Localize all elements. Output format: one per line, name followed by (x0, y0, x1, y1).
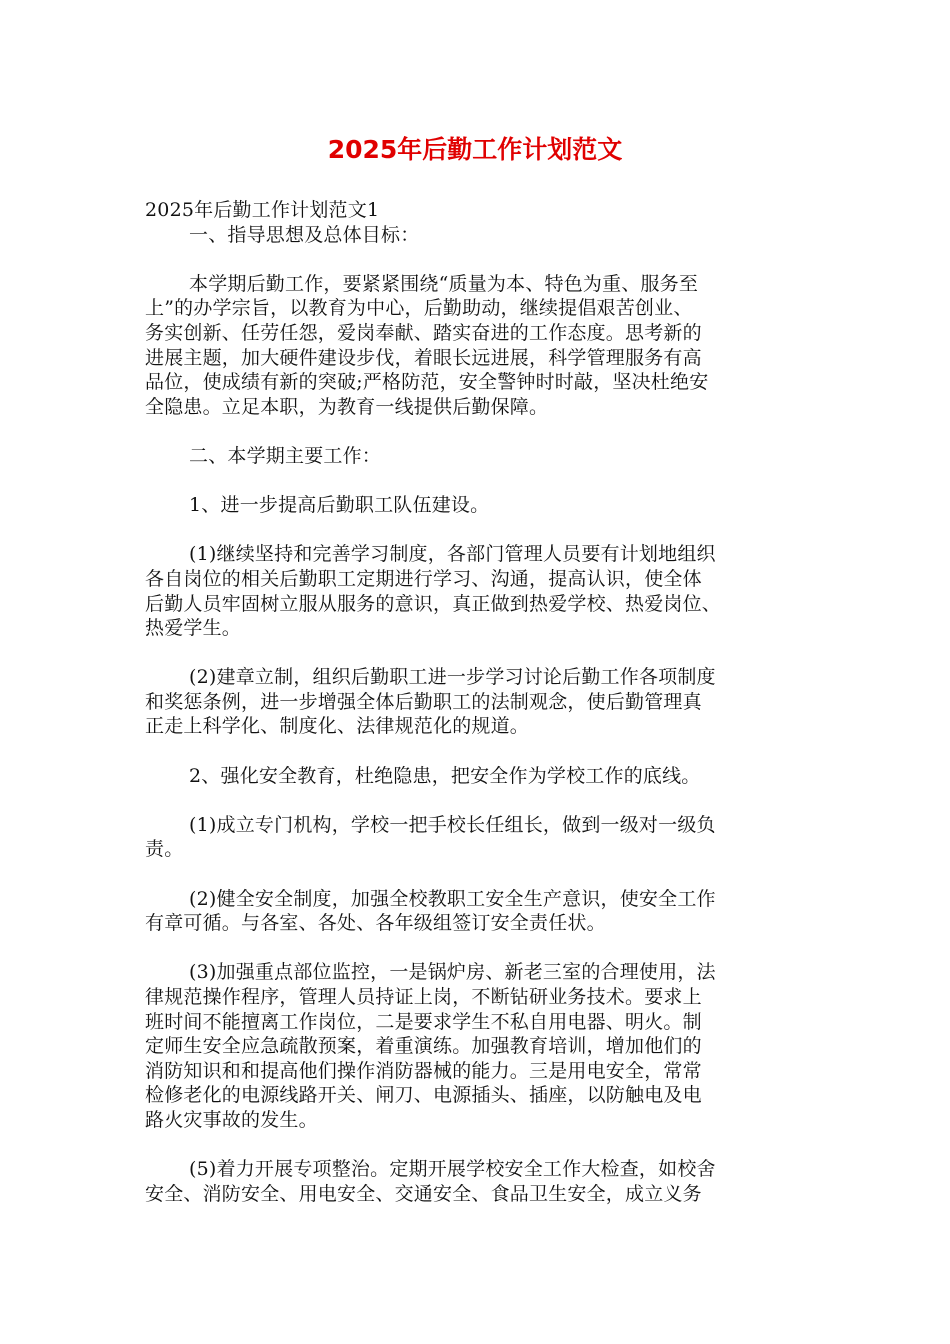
section-subtitle: 2025年后勤工作计划范文1 (145, 199, 380, 221)
paragraph-gap (145, 419, 821, 444)
document-title: 2025年后勤工作计划范文 (327, 135, 623, 164)
text-line: 一、指导思想及总体目标： (189, 223, 420, 246)
paragraph-gap (145, 641, 821, 666)
text-line: 2、强化安全教育，杜绝隐患，把安全作为学校工作的底线。 (189, 764, 701, 787)
paragraph-gap (145, 247, 821, 272)
text-line: 定师生安全应急疏散预案，着重演练。加强教育培训，增加他们的 (145, 1035, 702, 1058)
paragraph-gap (145, 469, 821, 494)
paragraph-gap (145, 739, 821, 764)
text-line: (1)成立专门机构，学校一把手校长任组长，做到一级对一级负 (189, 813, 716, 836)
paragraph-gap (145, 1133, 821, 1158)
text-line: 上”的办学宗旨，以教育为中心，后勤助动，继续提倡艰苦创业、 (145, 297, 693, 320)
text-line: 本学期后勤工作，要紧紧围绕“质量为本、特色为重、服务至 (189, 272, 699, 295)
paragraph-gap (145, 936, 821, 961)
text-line: 各自岗位的相关后勤职工定期进行学习、沟通，提高认识，使全体 (145, 567, 702, 590)
text-line: 律规范操作程序，管理人员持证上岗，不断钻研业务技术。要求上 (145, 986, 702, 1008)
text-line: 班时间不能擅离工作岗位，二是要求学生不私自用电器、明火。制 (145, 1010, 702, 1033)
text-line: 热爱学生。 (145, 617, 242, 640)
text-line: (1)继续坚持和完善学习制度，各部门管理人员要有计划地组织 (189, 543, 716, 566)
text-line: 品位，使成绩有新的突破;严格防范，安全警钟时时敲，坚决杜绝安 (145, 371, 709, 394)
text-line: 有章可循。与各室、各处、各年级组签订安全责任状。 (145, 912, 606, 935)
text-line: (5)着力开展专项整治。定期开展学校安全工作大检查，如校舍 (189, 1158, 716, 1181)
text-line: (2)建章立制，组织后勤职工进一步学习讨论后勤工作各项制度 (189, 666, 716, 689)
text-line: (2)健全安全制度，加强全校教职工安全生产意识，使安全工作 (189, 887, 716, 910)
text-line: 责。 (145, 838, 184, 861)
text-line: 路火灾事故的发生。 (145, 1108, 318, 1131)
text-line: 后勤人员牢固树立服从服务的意识，真正做到热爱学校、热爱岗位、 (145, 592, 722, 615)
text-line: 二、本学期主要工作： (189, 444, 382, 467)
text-line: (3)加强重点部位监控，一是锅炉房、新老三室的合理使用，法 (189, 961, 716, 984)
text-line: 消防知识和和提高他们操作消防器械的能力。三是用电安全，常常 (145, 1059, 702, 1082)
paragraph-gap (145, 518, 821, 543)
text-line: 检修老化的电源线路开关、闸刀、电源插头、插座，以防触电及电 (145, 1084, 702, 1107)
document-body (145, 198, 821, 1206)
text-line: 1、进一步提高后勤职工队伍建设。 (189, 494, 490, 517)
text-line: 安全、消防安全、用电安全、交通安全、食品卫生安全，成立义务 (145, 1182, 702, 1205)
text-line: 和奖惩条例，进一步增强全体后勤职工的法制观念，使后勤管理真 (145, 690, 702, 713)
text-line: 务实创新、任劳任怨，爱岗奉献、踏实奋进的工作态度。思考新的 (145, 321, 702, 344)
paragraph-gap (145, 862, 821, 887)
text-line: 正走上科学化、制度化、法律规范化的规道。 (145, 715, 530, 738)
paragraph-gap (145, 788, 821, 813)
text-line: 全隐患。立足本职，为教育一线提供后勤保障。 (145, 395, 549, 418)
text-line: 进展主题，加大硬件建设步伐，着眼长远进展，科学管理服务有高 (145, 346, 702, 369)
